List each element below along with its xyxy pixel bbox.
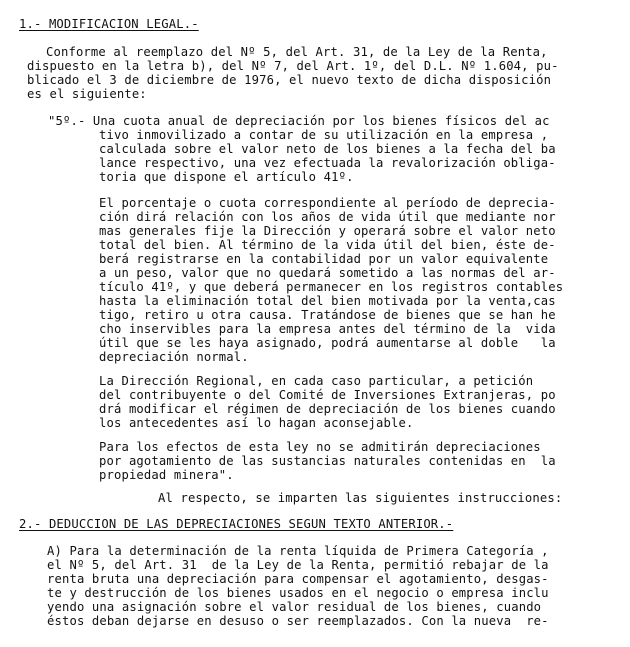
quote-line: toria que dispone el artículo 41º. (99, 170, 354, 184)
quote-line: tivo inmovilizado a contar de su utilización en la empresa , (99, 128, 549, 142)
quote-line: calculada sobre el valor neto de los bienes a la fecha del ba (99, 142, 556, 156)
quote-line: propiedad minera". (99, 468, 234, 482)
quote-line: mas generales fije la Dirección y operará sobre el valor neto (99, 224, 556, 238)
quote-line: por agotamiento de las sustancias naturales contenidas en la (99, 454, 556, 468)
quote-line: lance respectivo, una vez efectuada la revalorización obliga- (99, 156, 556, 170)
quote-line: depreciación normal. (99, 350, 249, 364)
section-2-heading: 2.- DEDUCCION DE LAS DEPRECIACIONES SEGUN TEXTO ANTERIOR.- (19, 517, 454, 531)
quote-line: a un peso, valor que no quedará sometido a las normas del ar- (99, 266, 556, 280)
quote-line: "5º.- Una cuota anual de depreciación por los bienes físicos del ac (48, 114, 550, 128)
para-a-line: éstos deban dejarse en desuso o ser reemplazados. Con la nueva re- (47, 614, 549, 628)
quote-line: berá registrarse en la contabilidad por un valor equivalente (99, 252, 549, 266)
para-a-line: el Nº 5, del Art. 31 de la Ley de la Renta, permitió rebajar de la (47, 558, 549, 572)
quote-line: El porcentaje o cuota correspondiente al período de deprecia- (99, 196, 556, 210)
quote-line: útil que se les haya asignado, podrá aumentarse al doble la (99, 336, 556, 350)
quote-line: tigo, retiro u otra causa. Tratándose de bienes que se han he (99, 308, 556, 322)
quote-line: La Dirección Regional, en cada caso particular, a petición (99, 374, 534, 388)
intro-line: es el siguiente: (27, 87, 147, 101)
quote-line: ción dirá relación con los años de vida útil que mediante nor (99, 210, 556, 224)
quote-line: los antecedentes así lo hagan aconsejable. (99, 416, 414, 430)
para-a-line: te y destrucción de los bienes usados en el negocio o empresa inclu (47, 586, 549, 600)
quote-line: drá modificar el régimen de depreciación de los bienes cuando (99, 402, 556, 416)
quote-line: Para los efectos de esta ley no se admitirán depreciaciones (99, 440, 541, 454)
para-a-line: yendo una asignación sobre el valor residual de los bienes, cuando (47, 600, 542, 614)
quote-line: hasta la eliminación total del bien motivada por la venta,cas (99, 294, 556, 308)
section-1-heading: 1.- MODIFICACION LEGAL.- (19, 17, 199, 31)
quote-line: tículo 41º, y que deberá permanecer en los registros contables (99, 280, 564, 294)
intro-line: dispuesto en la letra b), del Nº 7, del Art. 1º, del D.L. Nº 1.604, pu- (27, 59, 559, 73)
para-a-line: renta bruta una depreciación para compensar el agotamiento, desgas- (47, 572, 549, 586)
para-a-line: A) Para la determinación de la renta líquida de Primera Categoría , (47, 544, 549, 558)
quote-line: cho inservibles para la empresa antes del término de la vida (99, 322, 556, 336)
instructions-line: Al respecto, se imparten las siguientes instrucciones: (158, 491, 563, 505)
intro-line: blicado el 3 de diciembre de 1976, el nuevo texto de dicha disposición (27, 73, 552, 87)
quote-line: del contribuyente o del Comité de Inversiones Extranjeras, po (99, 388, 556, 402)
intro-line: Conforme al reemplazo del Nº 5, del Art. 31, de la Ley de la Renta, (46, 45, 548, 59)
quote-line: total del bien. Al término de la vida útil del bien, éste de- (99, 238, 556, 252)
